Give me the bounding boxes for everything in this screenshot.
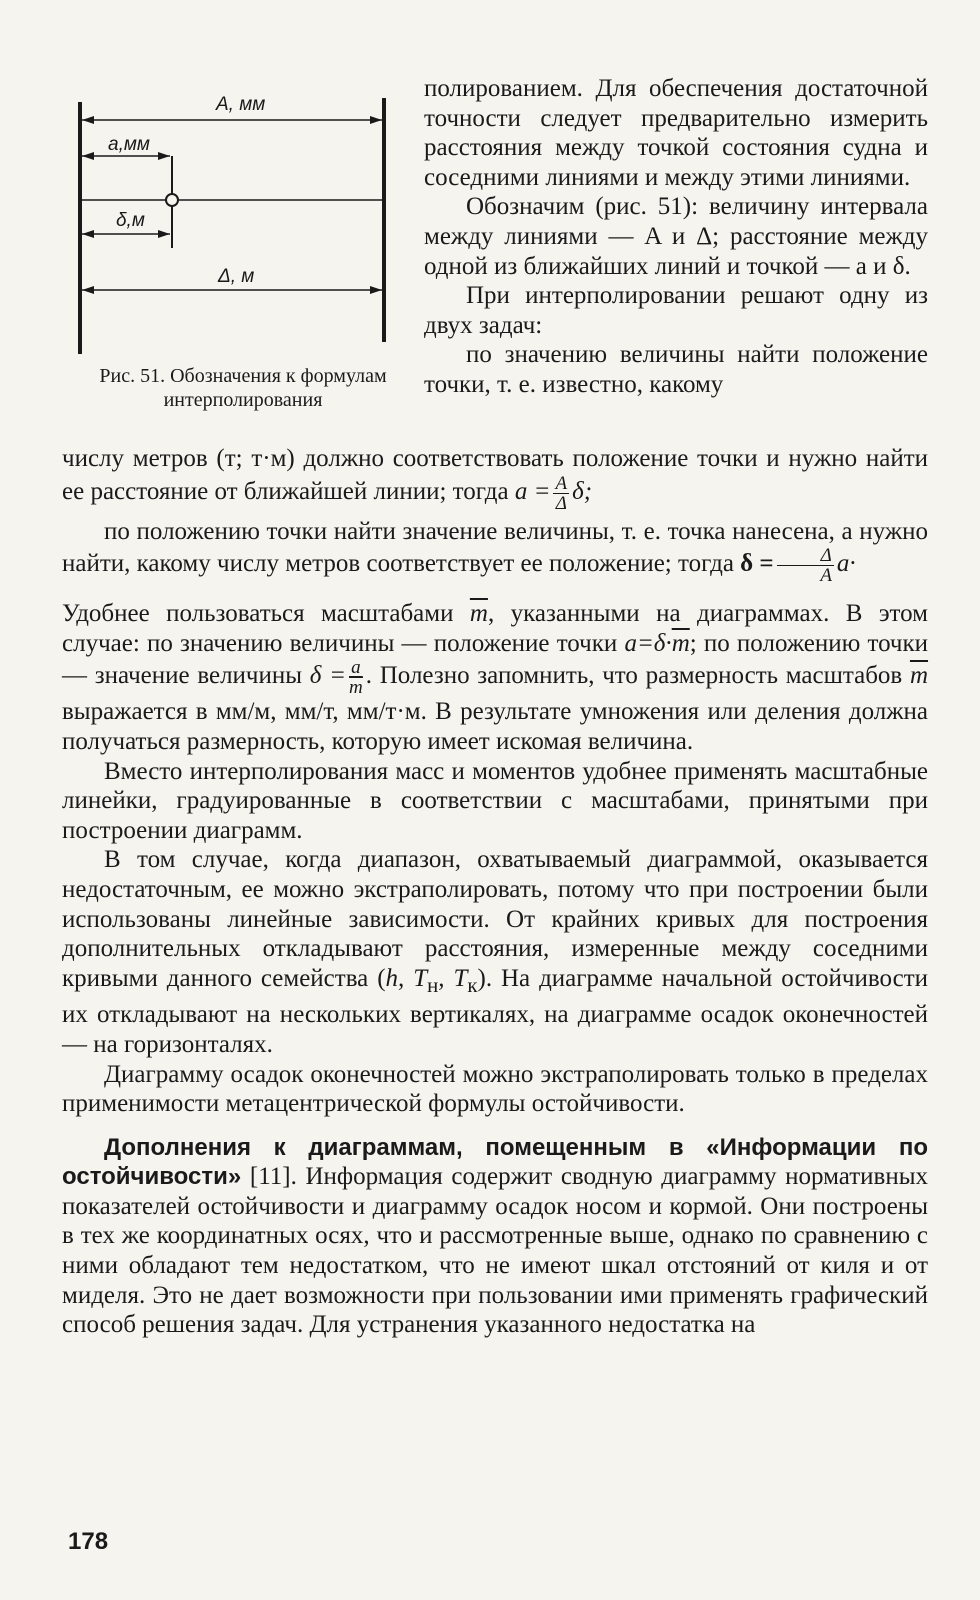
label-Delta: Δ, м [218, 266, 255, 287]
figure-caption: Рис. 51. Обозначения к формулам интерполирования [99, 365, 387, 411]
paragraph: При интерполировании решают одну из двух задач: [424, 282, 928, 339]
page-number: 178 [68, 1528, 109, 1555]
paragraph: полированием. Для обеспечения достаточной точности следует предварительно измерить расстояния между точкой состояния судна и соседними линиями и между этими линиями. [424, 75, 928, 191]
label-delta: δ,м [116, 210, 145, 231]
paragraph: Дополнения к диаграммам, помещенным в «Информации по остойчивости» [11]. Информация содержит сводную диаграмму нормативных показателей остойчивости и диаграмму осадок носом и кормой. Они построены в тех же координатных осях, что и рассмотренные выше, однако по сравнению с ними обладают тем недостатком, что не имеют шкал отстояний от киля и от миделя. Это не дает возможности при пользовании ими применять графический способ решения задач. Для устранения указанного недостатка на [62, 1133, 928, 1339]
paragraph: Диаграмму осадок оконечностей можно экстраполировать только в пределах применимости метацентрической формулы остойчивости. [62, 1060, 928, 1118]
paragraph: числу метров (т; т·м) должно соответствовать положение точки и нужно найти ее расстояние от ближайшей линии; тогда a = $\frac{A}{\Delta}$ δ; [62, 445, 928, 514]
main-text [62, 444, 928, 1340]
fraction: $\frac{A}{\Delta}$ [555, 472, 568, 514]
label-A: A, мм [216, 94, 266, 115]
paragraph: Обозначим (рис. 51): величину интервала между линиями — A и Δ; расстояние между одной из ближайших линий и точкой — a и δ. [424, 193, 928, 280]
interpolation-figure [68, 76, 398, 354]
paragraph: Вместо интерполирования масс и моментов удобнее применять масштабные линейки, градуированные в соответствии с масштабами, принятыми при построении диаграмм. [62, 757, 928, 844]
paragraph: по значению величины найти положение точки, т. е. известно, какому [424, 341, 928, 398]
paragraph: В том случае, когда диапазон, охватываемый диаграммой, оказывается недостаточным, ее можно экстраполировать, потому что при построении были использованы линейные зависимости. От крайних кривых для построения дополнительных откладывают расстояния, измеренные между соседними кривыми данного семейства (h, $T_н$, $T_к$). На диаграмме начальной остойчивости их откладывают на нескольких вертикалях, на диаграмме осадок оконечностей — на горизонталях. [62, 846, 929, 1058]
paragraph: по положению точки найти значение величины, т. е. точка нанесена, а нужно найти, какому числу метров соответствует ее положение; тогда δ = $\frac{\Delta}{A}$ a· [62, 517, 928, 587]
right-column [424, 74, 928, 400]
paragraph: Удобнее пользоваться масштабами $\overline{m}$, указанными на диаграммах. В этом случае: по значению величины — положение точки $a=\delta\cdot\overline{m}$; по положению точки — значение величины δ = $\frac{a}{m}$ . Полезно запомнить, что размерность масштабов $\overline{m}$ выражается в мм/м, мм/т, мм/т·м. В результате умножения или деления должна получаться размерность, которую имеет искомая величина. [62, 600, 929, 755]
label-a: a,мм [108, 134, 150, 155]
fraction: $\frac{\Delta}{A}$ [777, 546, 834, 585]
section-heading: Дополнения к диаграммам, помещенным в «Информации по остойчивости» [62, 1133, 928, 1191]
fraction: $\frac{a}{m}$ [349, 657, 363, 699]
state-point [166, 194, 178, 206]
